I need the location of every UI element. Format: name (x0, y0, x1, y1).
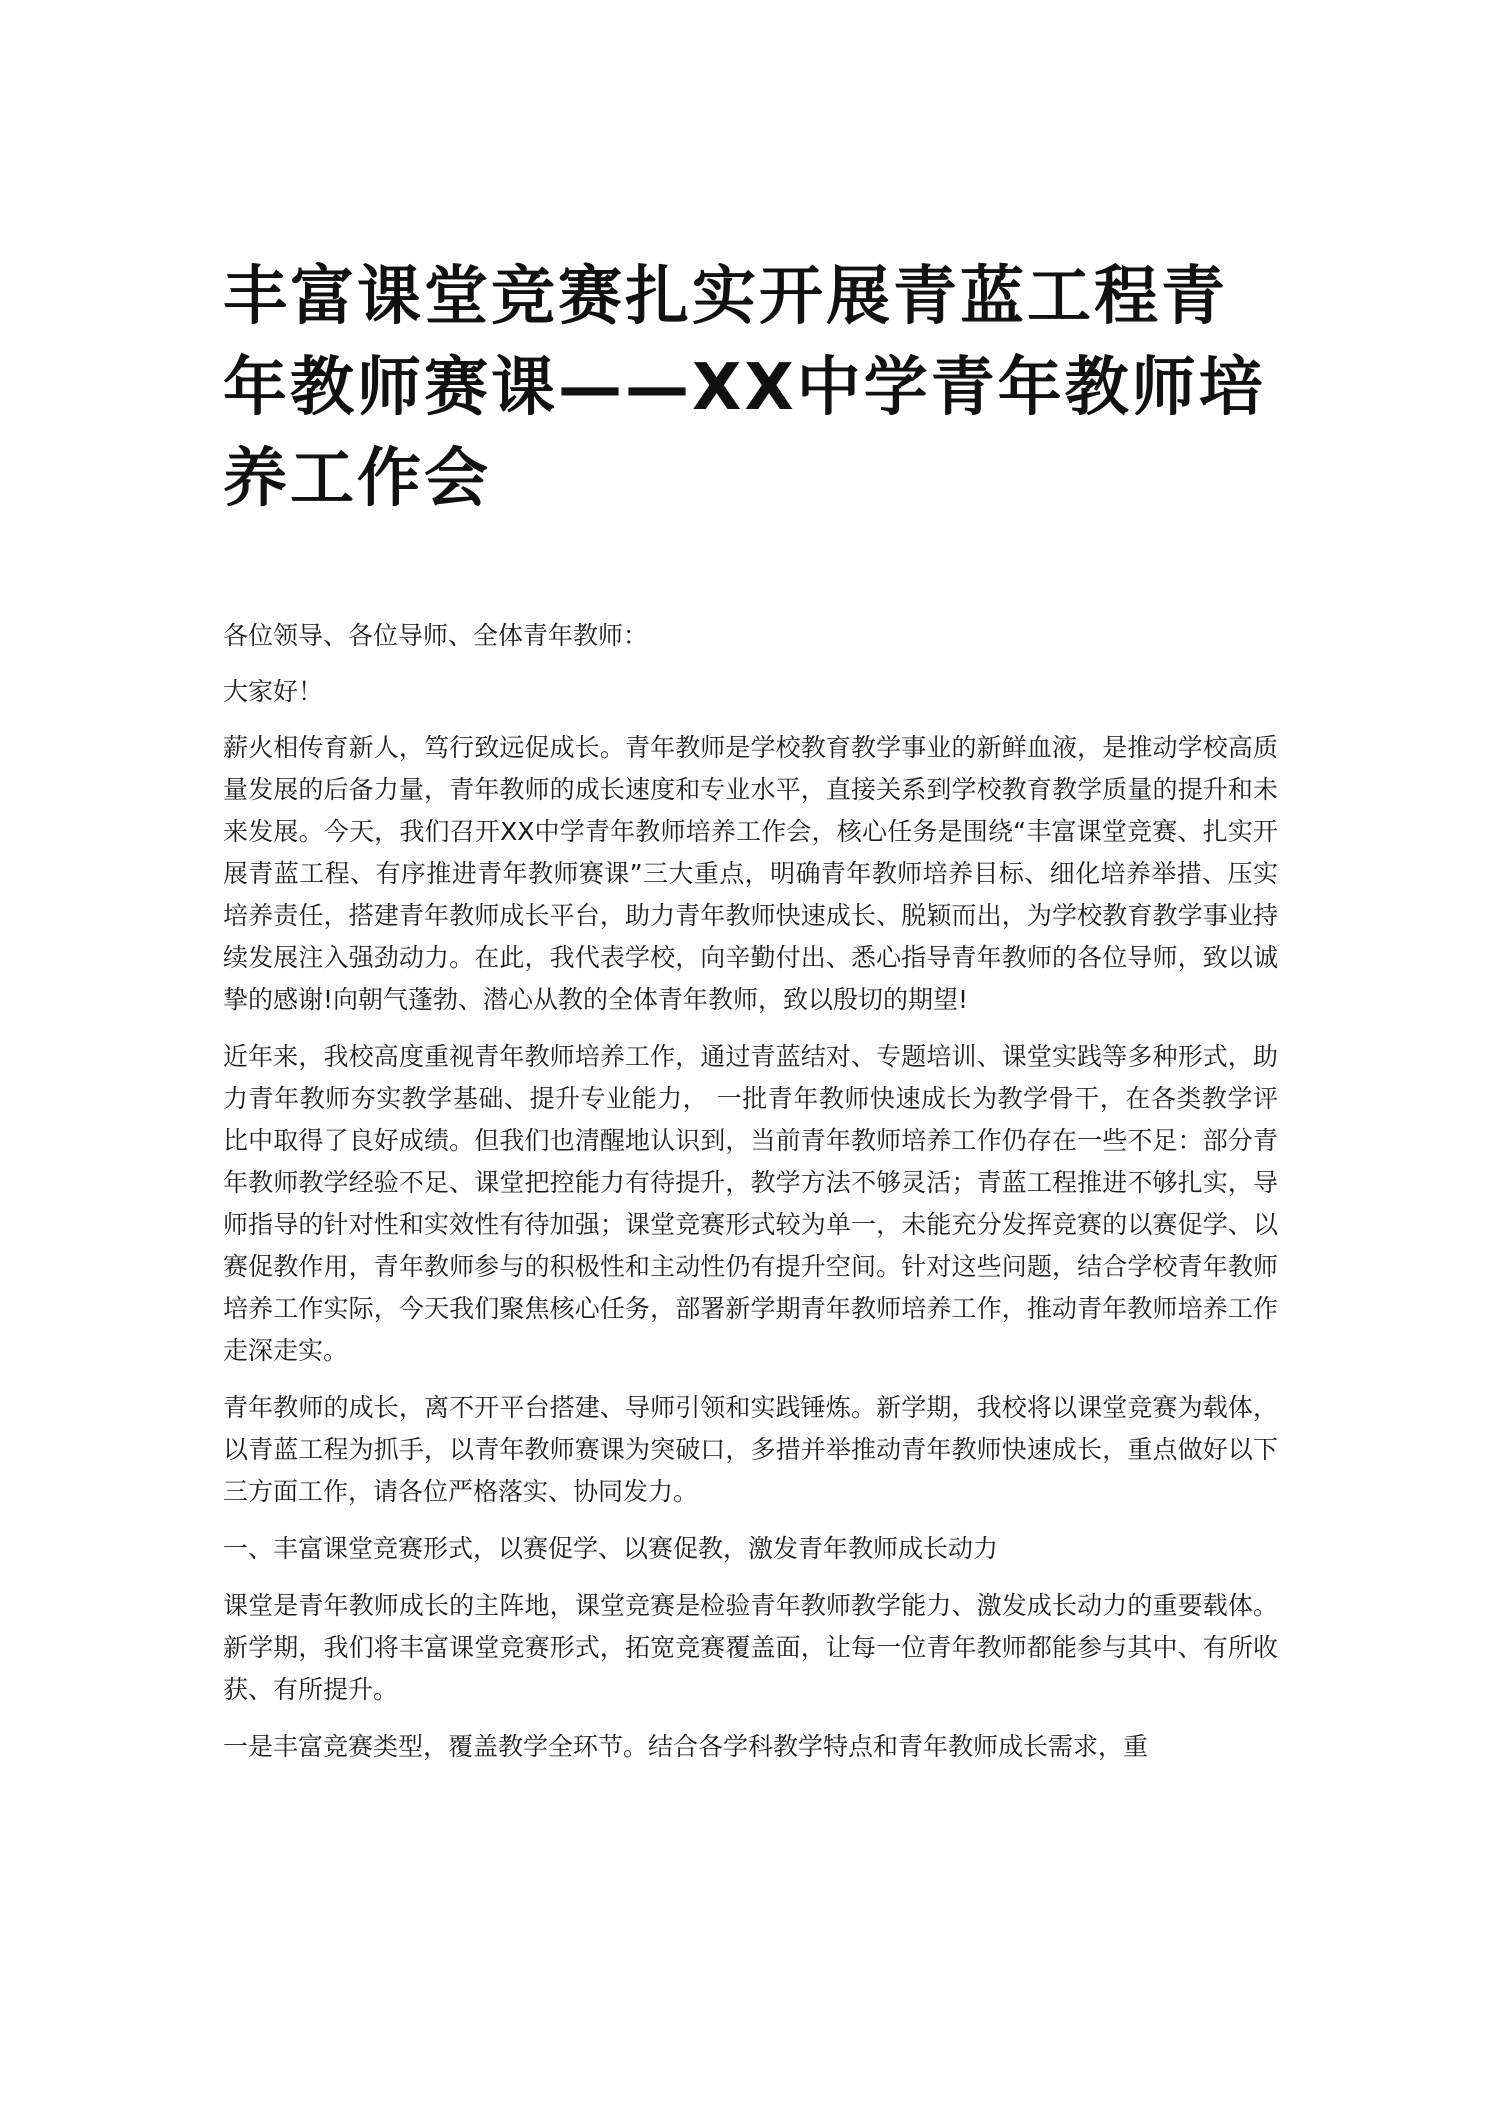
paragraph-background: 近年来，我校高度重视青年教师培养工作，通过青蓝结对、专题培训、课堂实践等多种形式，助力青年教师夯实教学基础、提升专业能力， 一批青年教师快速成长为教学骨干，在各类教学评比中取得了良好成绩。但我们也清醒地认识到，当前青年教师培养工作仍存在一些不足：部分青年教师教学经验不足、课堂把控能力有待提升，教学方法不够灵活；青蓝工程推进不够扎实，导师指导的针对性和实效性有待加强；课堂竞赛形式较为单一，未能充分发挥竞赛的以赛促学、以赛促教作用，青年教师参与的积极性和主动性仍有提升空间。针对这些问题，结合学校青年教师培养工作实际，今天我们聚焦核心任务，部署新学期青年教师培养工作，推动青年教师培养工作走深走实。 (223, 1042, 1278, 1365)
greeting: 大家好！ (223, 677, 324, 706)
paragraph-overview: 青年教师的成长，离不开平台搭建、导师引领和实践锤炼。新学期，我校将以课堂竞赛为载体，以青蓝工程为抓手，以青年教师赛课为突破口，多措并举推动青年教师快速成长，重点做好以下三方面工作，请各位严格落实、协同发力。 (223, 1393, 1278, 1506)
salutation: 各位领导、各位导师、全体青年教师： (223, 621, 649, 650)
paragraph-intro: 薪火相传育新人，笃行致远促成长。青年教师是学校教育教学事业的新鲜血液，是推动学校高质量发展的后备力量，青年教师的成长速度和专业水平，直接关系到学校教育教学质量的提升和未来发展。今天，我们召开XX中学青年教师培养工作会，核心任务是围绕“丰富课堂竞赛、扎实开展青蓝工程、有序推进青年教师赛课”三大重点，明确青年教师培养目标、细化培养举措、压实培养责任，搭建青年教师成长平台，助力青年教师快速成长、脱颖而出，为学校教育教学事业持续发展注入强劲动力。在此，我代表学校，向辛勤付出、悉心指导青年教师的各位导师，致以诚挚的感谢!向朝气蓬勃、潜心从教的全体青年教师，致以殷切的期望! (223, 733, 1278, 1014)
document-body (223, 615, 1278, 1783)
section-heading-1: 一、丰富课堂竞赛形式，以赛促学、以赛促教，激发青年教师成长动力 (223, 1534, 999, 1563)
paragraph-point-1: 一是丰富竞赛类型，覆盖教学全环节。结合各学科教学特点和青年教师成长需求，重 (223, 1732, 1149, 1761)
document-title: 丰富课堂竞赛扎实开展青蓝工程青年教师赛课——XX中学青年教师培养工作会 (223, 260, 1266, 516)
paragraph-section-1: 课堂是青年教师成长的主阵地，课堂竞赛是检验青年教师教学能力、激发成长动力的重要载体。新学期，我们将丰富课堂竞赛形式，拓宽竞赛覆盖面，让每一位青年教师都能参与其中、有所收获、有所提升。 (223, 1591, 1278, 1704)
